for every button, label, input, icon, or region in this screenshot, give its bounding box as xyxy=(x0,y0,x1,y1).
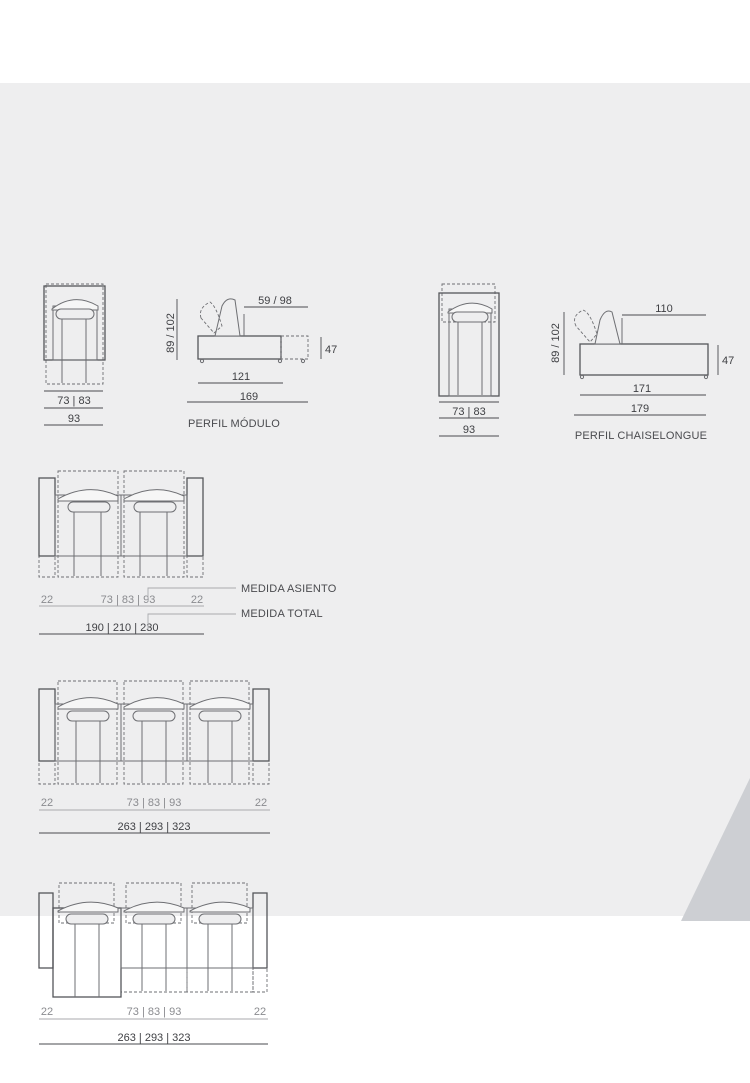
chaise-top-dimensions xyxy=(439,402,499,436)
two-seater-arm-left: 22 xyxy=(40,594,54,606)
two-seater-total: 190 | 210 | 230 xyxy=(85,622,159,634)
module-profile-view xyxy=(198,299,308,363)
sofa-dimension-drawing xyxy=(0,83,750,1083)
module-height: 89 / 102 xyxy=(165,313,177,353)
diagram-sheet xyxy=(0,83,750,1044)
chaise-set-arm-right: 22 xyxy=(253,1006,267,1018)
module-profile-length: 169 xyxy=(239,391,259,403)
chaise-seat-length: 171 xyxy=(632,383,652,395)
two-seater-label-seat: MEDIDA ASIENTO xyxy=(241,583,337,595)
chaise-back-length: 110 xyxy=(655,303,673,315)
module-depth-total: 93 xyxy=(67,413,81,425)
three-seater-arm-right: 22 xyxy=(254,797,268,809)
chaise-height: 89 / 102 xyxy=(550,323,562,363)
three-seater-total: 263 | 293 | 323 xyxy=(117,821,191,833)
chaise-set-arm-left: 22 xyxy=(40,1006,54,1018)
module-seat-height: 47 xyxy=(325,344,338,356)
three-seater-top-view xyxy=(39,681,269,784)
chaise-profile-length: 179 xyxy=(630,403,650,415)
chaise-seat-height: 47 xyxy=(722,355,735,367)
three-seater-seat-widths: 73 | 83 | 93 xyxy=(126,797,182,809)
decorative-triangle xyxy=(681,778,750,921)
two-seater-top-view xyxy=(39,471,203,577)
two-seater-dimensions xyxy=(39,583,337,634)
chaise-set-total: 263 | 293 | 323 xyxy=(117,1032,191,1044)
module-top-view xyxy=(44,284,105,384)
chaise-top-view xyxy=(439,284,499,396)
chaise-profile-dimensions xyxy=(550,303,734,442)
three-seater-chaise-top-view xyxy=(39,883,267,997)
two-seater-label-total: MEDIDA TOTAL xyxy=(241,608,323,620)
module-depth-options: 73 | 83 xyxy=(57,395,91,407)
chaise-profile-caption: PERFIL CHAISELONGUE xyxy=(574,430,708,442)
module-seat-depth: 121 xyxy=(231,371,251,383)
three-seater-arm-left: 22 xyxy=(40,797,54,809)
module-profile-caption: PERFIL MÓDULO xyxy=(187,418,281,430)
chaise-depth-total: 93 xyxy=(462,424,476,436)
module-back-height: 59 / 98 xyxy=(258,295,292,307)
module-profile-dimensions xyxy=(165,295,337,430)
chaise-depth-options: 73 | 83 xyxy=(452,406,486,418)
chaise-profile-view xyxy=(575,310,708,379)
module-top-dimensions xyxy=(44,391,103,425)
three-seater-dimensions xyxy=(39,797,270,833)
three-seater-chaise-dimensions xyxy=(39,1006,268,1044)
two-seater-seat-widths: 73 | 83 | 93 xyxy=(100,594,156,606)
two-seater-arm-right: 22 xyxy=(190,594,204,606)
chaise-set-seat-widths: 73 | 83 | 93 xyxy=(126,1006,182,1018)
